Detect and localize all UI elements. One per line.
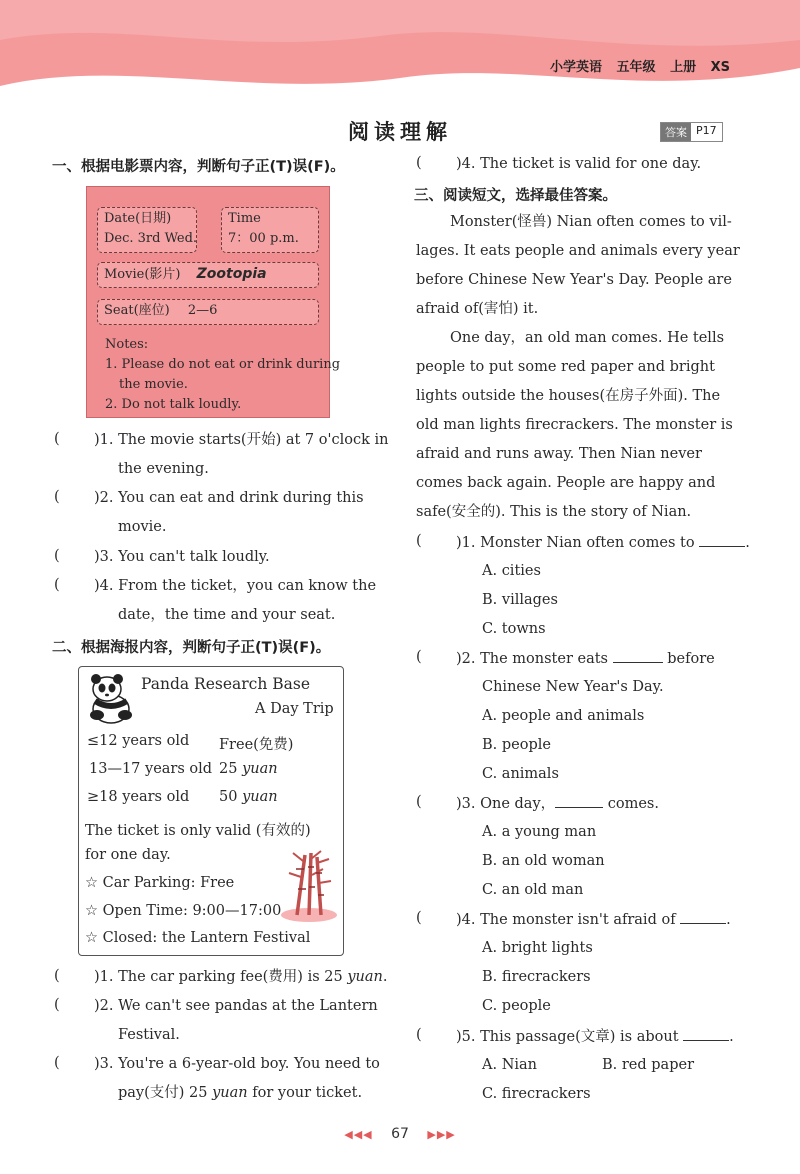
s3-q1-end: .	[745, 535, 750, 551]
answer-bracket[interactable]: (	[54, 548, 60, 564]
option-c: C. towns	[482, 621, 546, 637]
ticket-seat-label: Seat(座位)	[104, 303, 170, 318]
price-age-3: ≥18 years old	[87, 789, 190, 805]
s3-q4-text: )4. The monster isn't afraid of	[456, 912, 676, 928]
s2-q3-cont	[118, 1084, 362, 1102]
option-c: C. firecrackers	[482, 1086, 591, 1102]
s2-q1-text: )1. The car parking fee(费用) is 25	[94, 969, 348, 985]
note-1: 1. Please do not eat or drink during	[105, 357, 341, 372]
panda-icon	[85, 671, 135, 725]
price-value-3	[219, 789, 278, 805]
answer-bracket[interactable]: (	[54, 489, 60, 505]
ticket-date-label: Date(日期)	[104, 211, 172, 226]
price-age-2: 13—17 years old	[89, 761, 213, 777]
notes-title: Notes:	[105, 337, 149, 352]
section2-title: 二、根据海报内容，判断句子正(T)误(F)。	[52, 640, 331, 656]
ticket-movie-value: Zootopia	[196, 266, 267, 282]
valid-line-2: for one day.	[85, 847, 171, 863]
s2-q3-end: for your ticket.	[247, 1085, 363, 1101]
ticket-notes	[105, 335, 340, 415]
option-a: A. people and animals	[482, 708, 645, 724]
answer-bracket[interactable]: (	[416, 910, 422, 926]
ticket-time-box	[221, 207, 319, 253]
panda-poster	[78, 666, 344, 956]
ticket-movie-label: Movie(影片)	[104, 267, 181, 282]
s1-q2: )2. You can eat and drink during this	[94, 490, 364, 506]
s3-q5-text: )5. This passage(文章) is about	[456, 1029, 679, 1045]
passage-line: lights outside the houses(在房子外面). The	[416, 388, 721, 404]
header-band	[0, 0, 800, 100]
option-b: B. people	[482, 737, 551, 753]
option-a: A. cities	[482, 563, 541, 579]
ticket-seat-box	[97, 299, 319, 325]
ticket-seat-value: 2—6	[187, 303, 218, 318]
car-parking: ☆ Car Parking: Free	[85, 875, 235, 891]
poster-subheading: A Day Trip	[255, 701, 334, 717]
option-b: B. an old woman	[482, 853, 605, 869]
passage-line: lages. It eats people and animals every year	[416, 243, 740, 259]
note-1-cont: the movie.	[119, 377, 188, 392]
price-2-unit: yuan	[242, 761, 278, 777]
price-3-unit: yuan	[242, 789, 278, 805]
ticket-time-value: 7：00 p.m.	[228, 231, 299, 246]
price-value-1: Free(免费)	[219, 737, 294, 753]
answer-bracket[interactable]: (	[54, 431, 60, 447]
s3-q3-text: )3. One day，	[456, 796, 556, 812]
price-age-1: ≤12 years old	[87, 733, 190, 749]
answer-blank[interactable]	[699, 533, 745, 547]
passage-line: One day，an old man comes. He tells	[450, 330, 725, 346]
answer-bracket[interactable]: (	[54, 1055, 60, 1071]
movie-ticket	[86, 186, 341, 418]
s3-q2-text: )2. The monster eats	[456, 651, 609, 667]
option-a: A. Nian	[482, 1057, 537, 1073]
right-arrows-icon: ▶▶▶	[427, 1128, 456, 1141]
passage-line: comes back again. People are happy and	[416, 475, 716, 491]
answer-bracket[interactable]: (	[54, 997, 60, 1013]
section1-title: 一、根据电影票内容，判断句子正(T)误(F)。	[52, 159, 345, 175]
passage-line: afraid and runs away. Then Nian never	[416, 446, 702, 462]
s1-q1-cont: the evening.	[118, 461, 209, 477]
passage-line: afraid of(害怕) it.	[416, 301, 539, 317]
option-b: B. villages	[482, 592, 558, 608]
answer-blank[interactable]	[683, 1027, 729, 1041]
ticket-movie-box	[97, 262, 319, 288]
price-value-2	[219, 761, 278, 777]
s1-q4: )4. From the ticket，you can know the	[94, 578, 377, 594]
answer-blank[interactable]	[680, 910, 726, 924]
answer-label: 答案	[661, 123, 691, 141]
ticket-date-value: Dec. 3rd Wed.	[104, 231, 198, 246]
s3-q4	[456, 910, 731, 929]
option-b: B. red paper	[602, 1057, 694, 1073]
s3-q2	[456, 649, 715, 668]
s1-q2-cont: movie.	[118, 519, 167, 535]
valid-line-1: The ticket is only valid (有效的)	[85, 823, 311, 839]
s2-q1	[94, 968, 387, 986]
answer-bracket[interactable]: (	[54, 968, 60, 984]
s2-q2-cont: Festival.	[118, 1027, 180, 1043]
answer-bracket[interactable]: (	[416, 533, 422, 549]
option-a: A. bright lights	[482, 940, 593, 956]
s1-q4-right: )4. The ticket is valid for one day.	[456, 156, 702, 172]
s3-q2-after: before	[667, 651, 715, 667]
book-grade: 五年级	[616, 60, 656, 75]
ticket-time-label: Time	[228, 211, 261, 226]
price-2-number: 25	[219, 761, 238, 777]
passage-line: people to put some red paper and bright	[416, 359, 715, 375]
option-c: C. an old man	[482, 882, 584, 898]
note-2: 2. Do not talk loudly.	[105, 397, 242, 412]
answer-blank[interactable]	[555, 794, 603, 808]
ticket-date-box	[97, 207, 197, 253]
answer-reference	[660, 122, 723, 142]
option-c: C. animals	[482, 766, 559, 782]
passage-line: old man lights firecrackers. The monster is	[416, 417, 733, 433]
section3-title: 三、阅读短文，选择最佳答案。	[414, 188, 617, 204]
s3-q4-end: .	[726, 912, 731, 928]
s2-q3: )3. You're a 6-year-old boy. You need to	[94, 1056, 380, 1072]
page-title: 阅读理解	[348, 120, 452, 144]
s2-q1-end: .	[382, 969, 388, 985]
s2-q3-text: pay(支付) 25	[118, 1085, 213, 1101]
s1-q4-cont: date，the time and your seat.	[118, 607, 336, 623]
page-number: 67	[391, 1126, 409, 1142]
book-subject: 小学英语	[549, 60, 602, 75]
left-arrows-icon: ◀◀◀	[344, 1128, 373, 1141]
price-3-number: 50	[219, 789, 238, 805]
book-edition: XS	[710, 60, 730, 75]
answer-bracket[interactable]: (	[416, 649, 422, 665]
s1-q1: )1. The movie starts(开始) at 7 o'clock in	[94, 432, 389, 448]
s3-q3-after: comes.	[607, 796, 659, 812]
answer-bracket[interactable]: (	[416, 794, 422, 810]
s3-q5	[456, 1027, 734, 1046]
s2-q3-unit: yuan	[212, 1085, 248, 1101]
passage-line: safe(安全的). This is the story of Nian.	[416, 504, 692, 520]
closed-day: ☆ Closed: the Lantern Festival	[85, 930, 311, 946]
page-footer	[0, 1126, 800, 1142]
poster-heading: Panda Research Base	[141, 675, 311, 693]
s3-q2-cont: Chinese New Year's Day.	[482, 679, 664, 695]
s3-q3	[456, 794, 659, 813]
bamboo-icon	[279, 849, 339, 923]
s3-q5-end: .	[729, 1029, 734, 1045]
option-c: C. people	[482, 998, 551, 1014]
book-volume: 上册	[670, 60, 697, 75]
s3-q1	[456, 533, 750, 552]
answer-bracket[interactable]: (	[54, 577, 60, 593]
s3-q1-text: )1. Monster Nian often comes to	[456, 535, 695, 551]
passage-line: before Chinese New Year's Day. People are	[416, 272, 732, 288]
s2-q1-unit: yuan	[347, 969, 383, 985]
s1-q3: )3. You can't talk loudly.	[94, 549, 270, 565]
option-b: B. firecrackers	[482, 969, 591, 985]
s2-q2: )2. We can't see pandas at the Lantern	[94, 998, 378, 1014]
answer-page: P17	[696, 124, 717, 137]
answer-bracket[interactable]: (	[416, 155, 422, 171]
option-a: A. a young man	[482, 824, 597, 840]
book-info	[550, 56, 730, 75]
answer-bracket[interactable]: (	[416, 1027, 422, 1043]
open-time: ☆ Open Time: 9:00—17:00	[85, 903, 282, 919]
passage-line: Monster(怪兽) Nian often comes to vil-	[450, 214, 732, 230]
answer-blank[interactable]	[613, 649, 663, 663]
